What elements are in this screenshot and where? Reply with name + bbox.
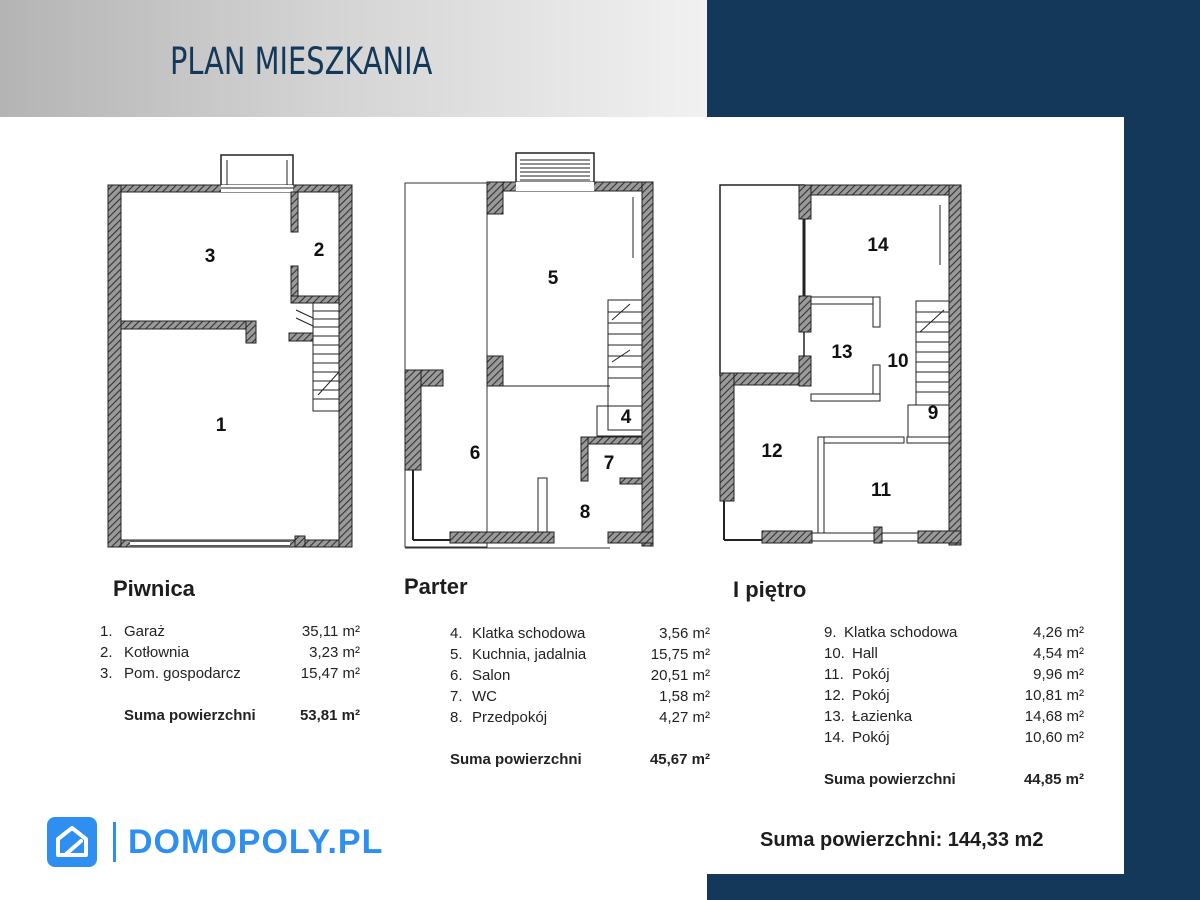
legend-row — [450, 646, 710, 667]
room-area: 10,81 m² — [1024, 687, 1084, 704]
room-name: Klatka schodowa — [844, 624, 958, 641]
brand-logo[interactable] — [47, 816, 383, 868]
room-area: 3,23 m² — [309, 644, 360, 661]
legend-row — [824, 687, 1084, 708]
floor-title-parter: Parter — [404, 574, 468, 599]
room-index: 7. — [450, 688, 463, 705]
room-index: 3. — [100, 665, 113, 682]
room-area: 15,75 m² — [650, 646, 710, 663]
room-area: 35,11 m² — [301, 623, 360, 640]
grand-total: Suma powierzchni: 144,33 m2 — [760, 829, 1044, 851]
legend-row — [100, 644, 360, 665]
floor-plans — [0, 117, 1124, 577]
brand-name: DOMOPOLY.PL — [128, 822, 384, 861]
room-name: Pokój — [852, 687, 890, 704]
room-number: 4 — [620, 407, 632, 428]
legend-row — [824, 729, 1084, 750]
legend-total — [450, 751, 710, 772]
room-number: 14 — [867, 235, 889, 256]
legend-row — [824, 666, 1084, 687]
total-area: 45,67 m² — [649, 751, 710, 768]
room-area: 1,58 m² — [659, 688, 710, 705]
room-number: 12 — [761, 441, 783, 462]
room-index: 4. — [450, 625, 463, 642]
room-index: 13. — [824, 708, 845, 725]
header-band — [0, 0, 707, 117]
legend-total — [100, 707, 360, 728]
room-number: 13 — [831, 342, 853, 363]
total-label: Suma powierzchni — [824, 771, 956, 788]
room-area: 10,60 m² — [1024, 729, 1084, 746]
page-title: PLAN MIESZKANIA — [170, 40, 433, 83]
legend-row — [450, 709, 710, 730]
legend-row — [450, 667, 710, 688]
room-name: Pom. gospodarcz — [124, 665, 241, 682]
room-index: 11. — [824, 666, 844, 683]
room-index: 2. — [100, 644, 113, 661]
total-label: Suma powierzchni — [124, 707, 256, 724]
legend-row — [824, 708, 1084, 729]
room-name: Kuchnia, jadalnia — [472, 646, 587, 663]
room-index: 12. — [824, 687, 845, 704]
house-icon — [47, 817, 97, 867]
room-area: 20,51 m² — [650, 667, 710, 684]
room-number: 3 — [204, 246, 216, 267]
room-number: 1 — [215, 415, 227, 436]
room-area: 9,96 m² — [1033, 666, 1084, 683]
room-number: 2 — [313, 240, 325, 261]
legend-row — [450, 625, 710, 646]
room-name: WC — [472, 688, 497, 705]
total-area: 44,85 m² — [1023, 771, 1084, 788]
room-name: Klatka schodowa — [472, 625, 586, 642]
room-name: Przedpokój — [472, 709, 548, 726]
room-area: 3,56 m² — [659, 625, 710, 642]
legend-row — [100, 665, 360, 686]
legend-total — [824, 771, 1084, 792]
room-number: 5 — [547, 268, 559, 289]
room-index: 9. — [824, 624, 837, 641]
room-name: Salon — [472, 667, 511, 684]
room-number: 10 — [887, 351, 909, 372]
room-index: 8. — [450, 709, 463, 726]
legend-piwnica — [100, 623, 360, 728]
room-index: 5. — [450, 646, 463, 663]
total-label: Suma powierzchni — [450, 751, 582, 768]
legend-parter — [450, 625, 710, 772]
room-number: 9 — [927, 403, 939, 424]
room-name: Garaż — [124, 623, 165, 640]
room-number: 8 — [579, 502, 591, 523]
room-area: 14,68 m² — [1024, 708, 1084, 725]
floor-title-pietro: I piętro — [733, 577, 807, 602]
legend-row — [450, 688, 710, 709]
room-name: Hall — [852, 645, 878, 662]
legend-row — [824, 645, 1084, 666]
room-number: 11 — [870, 480, 892, 501]
room-index: 6. — [450, 667, 463, 684]
brand-separator — [113, 822, 116, 862]
room-area: 15,47 m² — [300, 665, 360, 682]
room-name: Kotłownia — [124, 644, 190, 661]
legend-row — [100, 623, 360, 644]
room-area: 4,27 m² — [659, 709, 710, 726]
room-name: Pokój — [852, 729, 890, 746]
room-name: Pokój — [852, 666, 890, 683]
legend-row — [824, 624, 1084, 645]
plan-piwnica — [108, 155, 352, 547]
plan-pietro — [720, 185, 961, 545]
floor-title-piwnica: Piwnica — [113, 576, 195, 601]
room-index: 1. — [100, 623, 113, 640]
room-area: 4,54 m² — [1033, 645, 1084, 662]
room-number: 7 — [603, 453, 615, 474]
legend-pietro — [824, 624, 1084, 792]
room-index: 10. — [824, 645, 845, 662]
room-name: Łazienka — [852, 708, 913, 725]
room-index: 14. — [824, 729, 845, 746]
room-area: 4,26 m² — [1033, 624, 1084, 641]
total-area: 53,81 m² — [299, 707, 360, 724]
room-number: 6 — [469, 443, 481, 464]
plan-parter — [405, 153, 653, 548]
